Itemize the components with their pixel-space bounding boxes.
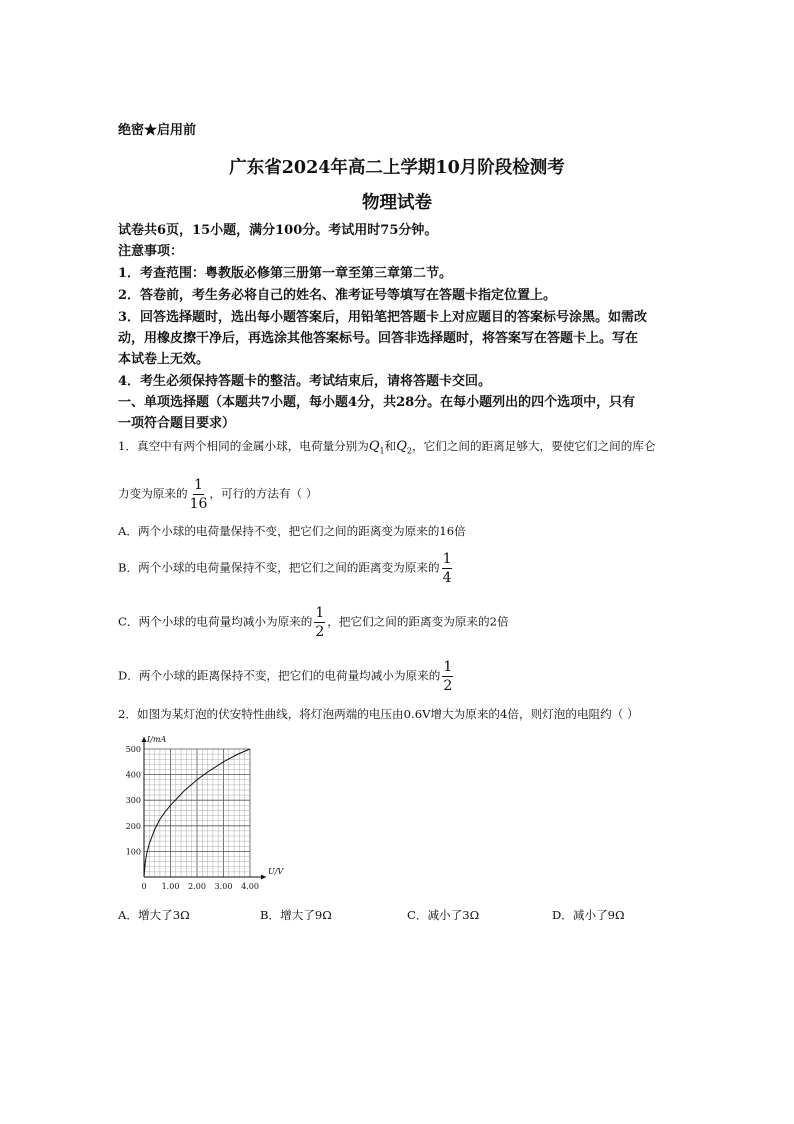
q1-option-d [118, 660, 455, 693]
y-tick-label: 500 [125, 745, 141, 754]
fraction-one-quarter: $\frac{1}{4}$ [442, 551, 452, 586]
charge-q2-symbol: $Q_2$ [396, 439, 412, 456]
y-tick-label: 100 [125, 847, 141, 857]
q1-option-c-text-a: C．两个小球的电荷量均减小为原来的 [118, 614, 313, 629]
q2-option-d: D．减小了9Ω [552, 908, 625, 922]
note-item-3-line-2: 动，用橡皮擦干净后，再选涂其他答案标号。回答非选择题时，将答案写在答题卡上。写在 [118, 331, 639, 346]
question-1-stem-line-1 [118, 438, 655, 456]
y-tick-label: 200 [125, 821, 141, 831]
x-tick-label: 1.00 [161, 882, 180, 891]
fraction-one-sixteenth: $\frac{1}{16}$ [189, 477, 208, 512]
note-item-3-line-1: 3．回答选择题时，选出每小题答案后，用铅笔把答题卡上对应题目的答案标号涂黑。如需改 [118, 310, 648, 325]
x-tick-label: 3.00 [214, 882, 233, 891]
q2-option-a: A．增大了3Ω [118, 908, 190, 922]
q2-option-c: C．减小了3Ω [407, 908, 480, 922]
q1-option-b-text: B．两个小球的电荷量保持不变，把它们之间的距离变为原来的 [118, 560, 440, 575]
x-axis-label: U/V [268, 867, 284, 876]
secret-label: 绝密★启用前 [118, 123, 197, 138]
note-item-3-line-3: 本试卷上无效。 [118, 352, 210, 367]
section-heading-line-2: 一项符合题目要求） [118, 416, 236, 431]
q1-option-c [118, 606, 509, 639]
exam-intro: 试卷共6页，15小题，满分100分。考试用时75分钟。 [118, 223, 438, 238]
y-tick-label: 400 [125, 770, 141, 780]
note-item-2: 2．答卷前，考生务必将自己的姓名、准考证号等填写在答题卡指定位置上。 [118, 288, 557, 303]
q1-stem-and: 和 [384, 439, 397, 453]
notes-heading: 注意事项： [118, 244, 184, 259]
fraction-one-half-d: $\frac{1}{2}$ [443, 659, 453, 694]
note-item-1: 1．考查范围：粤教版必修第三册第一章至第三章第二节。 [118, 266, 453, 281]
section-heading-line-1: 一、单项选择题（本题共7小题，每小题4分，共28分。在每小题列出的四个选项中，只有 [118, 395, 636, 410]
q1-option-d-text: D．两个小球的距离保持不变，把它们的电荷量均减小为原来的 [118, 668, 441, 683]
question-2-stem: 2．如图为某灯泡的伏安特性曲线，将灯泡两端的电压由0.6V增大为原来的4倍，则灯泡的电阻约（ ） [118, 707, 639, 721]
q2-option-b: B．增大了9Ω [260, 908, 332, 922]
note-item-4: 4．考生必须保持答题卡的整洁。考试结束后，请将答题卡交回。 [118, 374, 492, 389]
iv-curve-chart [114, 733, 294, 893]
x-tick-label: 0 [141, 882, 147, 891]
q1-stem-c: 力变为原来的 [118, 486, 188, 501]
exam-title: 广东省2024年高二上学期10月阶段检测考 [229, 158, 565, 178]
q1-option-c-text-b: ，把它们之间的距离变为原来的2倍 [327, 614, 509, 629]
exam-subtitle: 物理试卷 [362, 193, 432, 213]
x-tick-label: 2.00 [188, 882, 206, 891]
x-tick-label: 4.00 [241, 882, 259, 891]
y-axis-arrow [142, 737, 147, 742]
charge-q1-symbol: $Q_1$ [368, 439, 385, 456]
q1-option-b [118, 552, 454, 585]
question-1-stem-line-2 [118, 478, 317, 511]
q1-option-a: A．两个小球的电荷量保持不变，把它们之间的距离变为原来的16倍 [118, 524, 466, 538]
y-axis-label: I/mA [147, 735, 167, 744]
q1-stem-b: ，它们之间的距离足够大，要使它们之间的库仑 [412, 439, 656, 453]
q1-stem-a: 1．真空中有两个相同的金属小球，电荷量分别为 [118, 439, 369, 453]
y-tick-label: 300 [125, 796, 141, 806]
q1-stem-d: ，可行的方法有（ ） [209, 486, 318, 501]
x-axis-arrow [261, 875, 266, 880]
fraction-one-half-c: $\frac{1}{2}$ [315, 605, 325, 640]
